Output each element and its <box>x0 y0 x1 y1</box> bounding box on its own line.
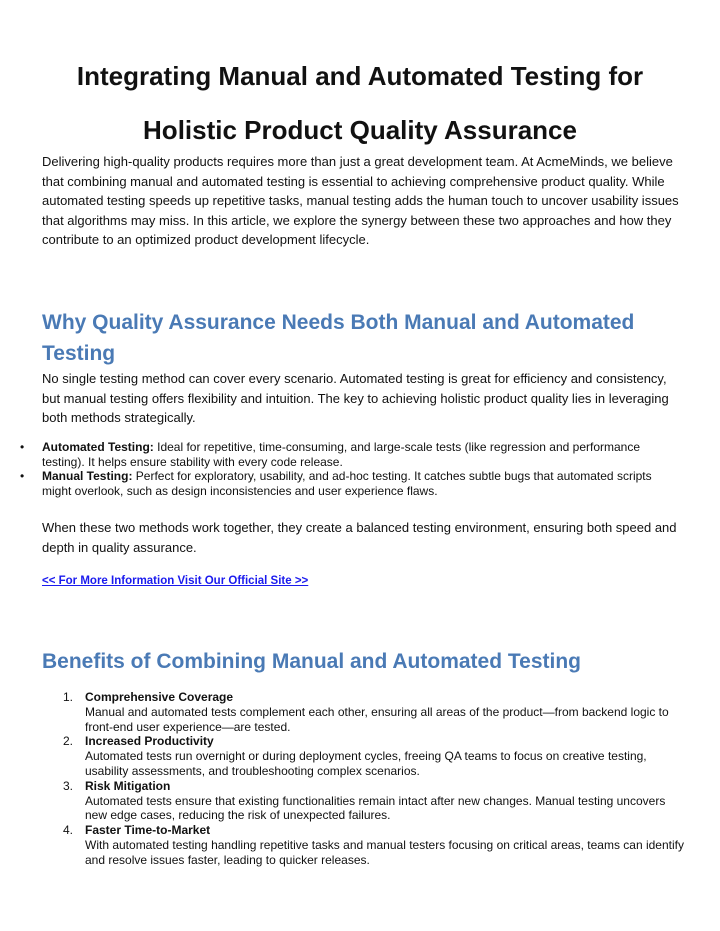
item-number: 1. <box>63 690 74 704</box>
item-title: Increased Productivity <box>85 734 214 749</box>
item-text: Automated tests ensure that existing functionalities remain intact after new changes. Manual testing uncovers new edge cases, reducing the risk of unexpected failures. <box>85 793 666 823</box>
bullet-text: Perfect for exploratory, usability, and ad-hoc testing. It catches subtle bugs that automated scripts might overlook, such as design inconsistencies and user experience flaws. <box>42 469 652 498</box>
item-title: Comprehensive Coverage <box>85 690 234 704</box>
list-item <box>20 440 682 469</box>
title-line-1: Integrating Manual and Automated Testing for <box>76 61 644 91</box>
bullet-label: Manual Testing: <box>42 469 133 483</box>
bullet-icon: • <box>20 469 25 483</box>
bullet-label: Automated Testing: <box>42 440 154 454</box>
item-title: Risk Mitigation <box>85 778 171 793</box>
closing-paragraph: When these two methods work together, they create a balanced testing environment, ensuring both speed and depth in quality assurance. <box>42 520 677 555</box>
list-item <box>63 778 685 823</box>
list-item <box>20 469 682 498</box>
benefits-list <box>63 690 685 868</box>
section-heading-benefits: Benefits of Combining Manual and Automated Testing <box>42 650 581 673</box>
bullet-icon: • <box>20 440 25 454</box>
item-text: With automated testing handling repetitive tasks and manual testers focusing on critical areas, teams can identify and resolve issues faster, leading to quicker releases. <box>85 837 684 867</box>
list-item <box>63 823 685 867</box>
document-title <box>30 49 690 157</box>
testing-types-list <box>20 440 682 498</box>
item-text: Automated tests run overnight or during deployment cycles, freeing QA teams to focus on creative testing, usability assessments, and troubleshooting complex scenarios. <box>85 749 647 778</box>
official-site-link[interactable]: << For More Information Visit Our Official Site >> <box>42 575 309 587</box>
item-title: Faster Time-to-Market <box>85 823 211 838</box>
list-item <box>63 734 685 778</box>
item-number: 2. <box>63 734 74 749</box>
item-text: Manual and automated tests complement each other, ensuring all areas of the product—from backend logic to front-end user experience—are tested. <box>85 704 669 734</box>
bullet-text: Ideal for repetitive, time-consuming, and large-scale tests (like regression and performance testing). It helps ensure stability with every code release. <box>42 440 641 469</box>
why-paragraph: No single testing method can cover every scenario. Automated testing is great for efficiency and consistency, but manual testing offers flexibility and intuition. The key to achieving holistic product quality lies in leveraging both methods strategically. <box>42 371 669 426</box>
list-item <box>63 690 685 734</box>
section-heading-why: Why Quality Assurance Needs Both Manual and Automated Testing <box>42 311 635 365</box>
item-number: 3. <box>63 778 74 793</box>
title-line-2: Holistic Product Quality Assurance <box>143 115 577 145</box>
item-number: 4. <box>63 823 74 838</box>
intro-paragraph: Delivering high-quality products requires more than just a great development team. At AcmeMinds, we believe that combining manual and automated testing is essential to achieving comprehensive product quality. While automated testing speeds up repetitive tasks, manual testing adds the human touch to uncover usability issues that algorithms may miss. In this article, we explore the synergy between these two approaches and how they contribute to an optimized product development lifecycle. <box>42 154 679 248</box>
